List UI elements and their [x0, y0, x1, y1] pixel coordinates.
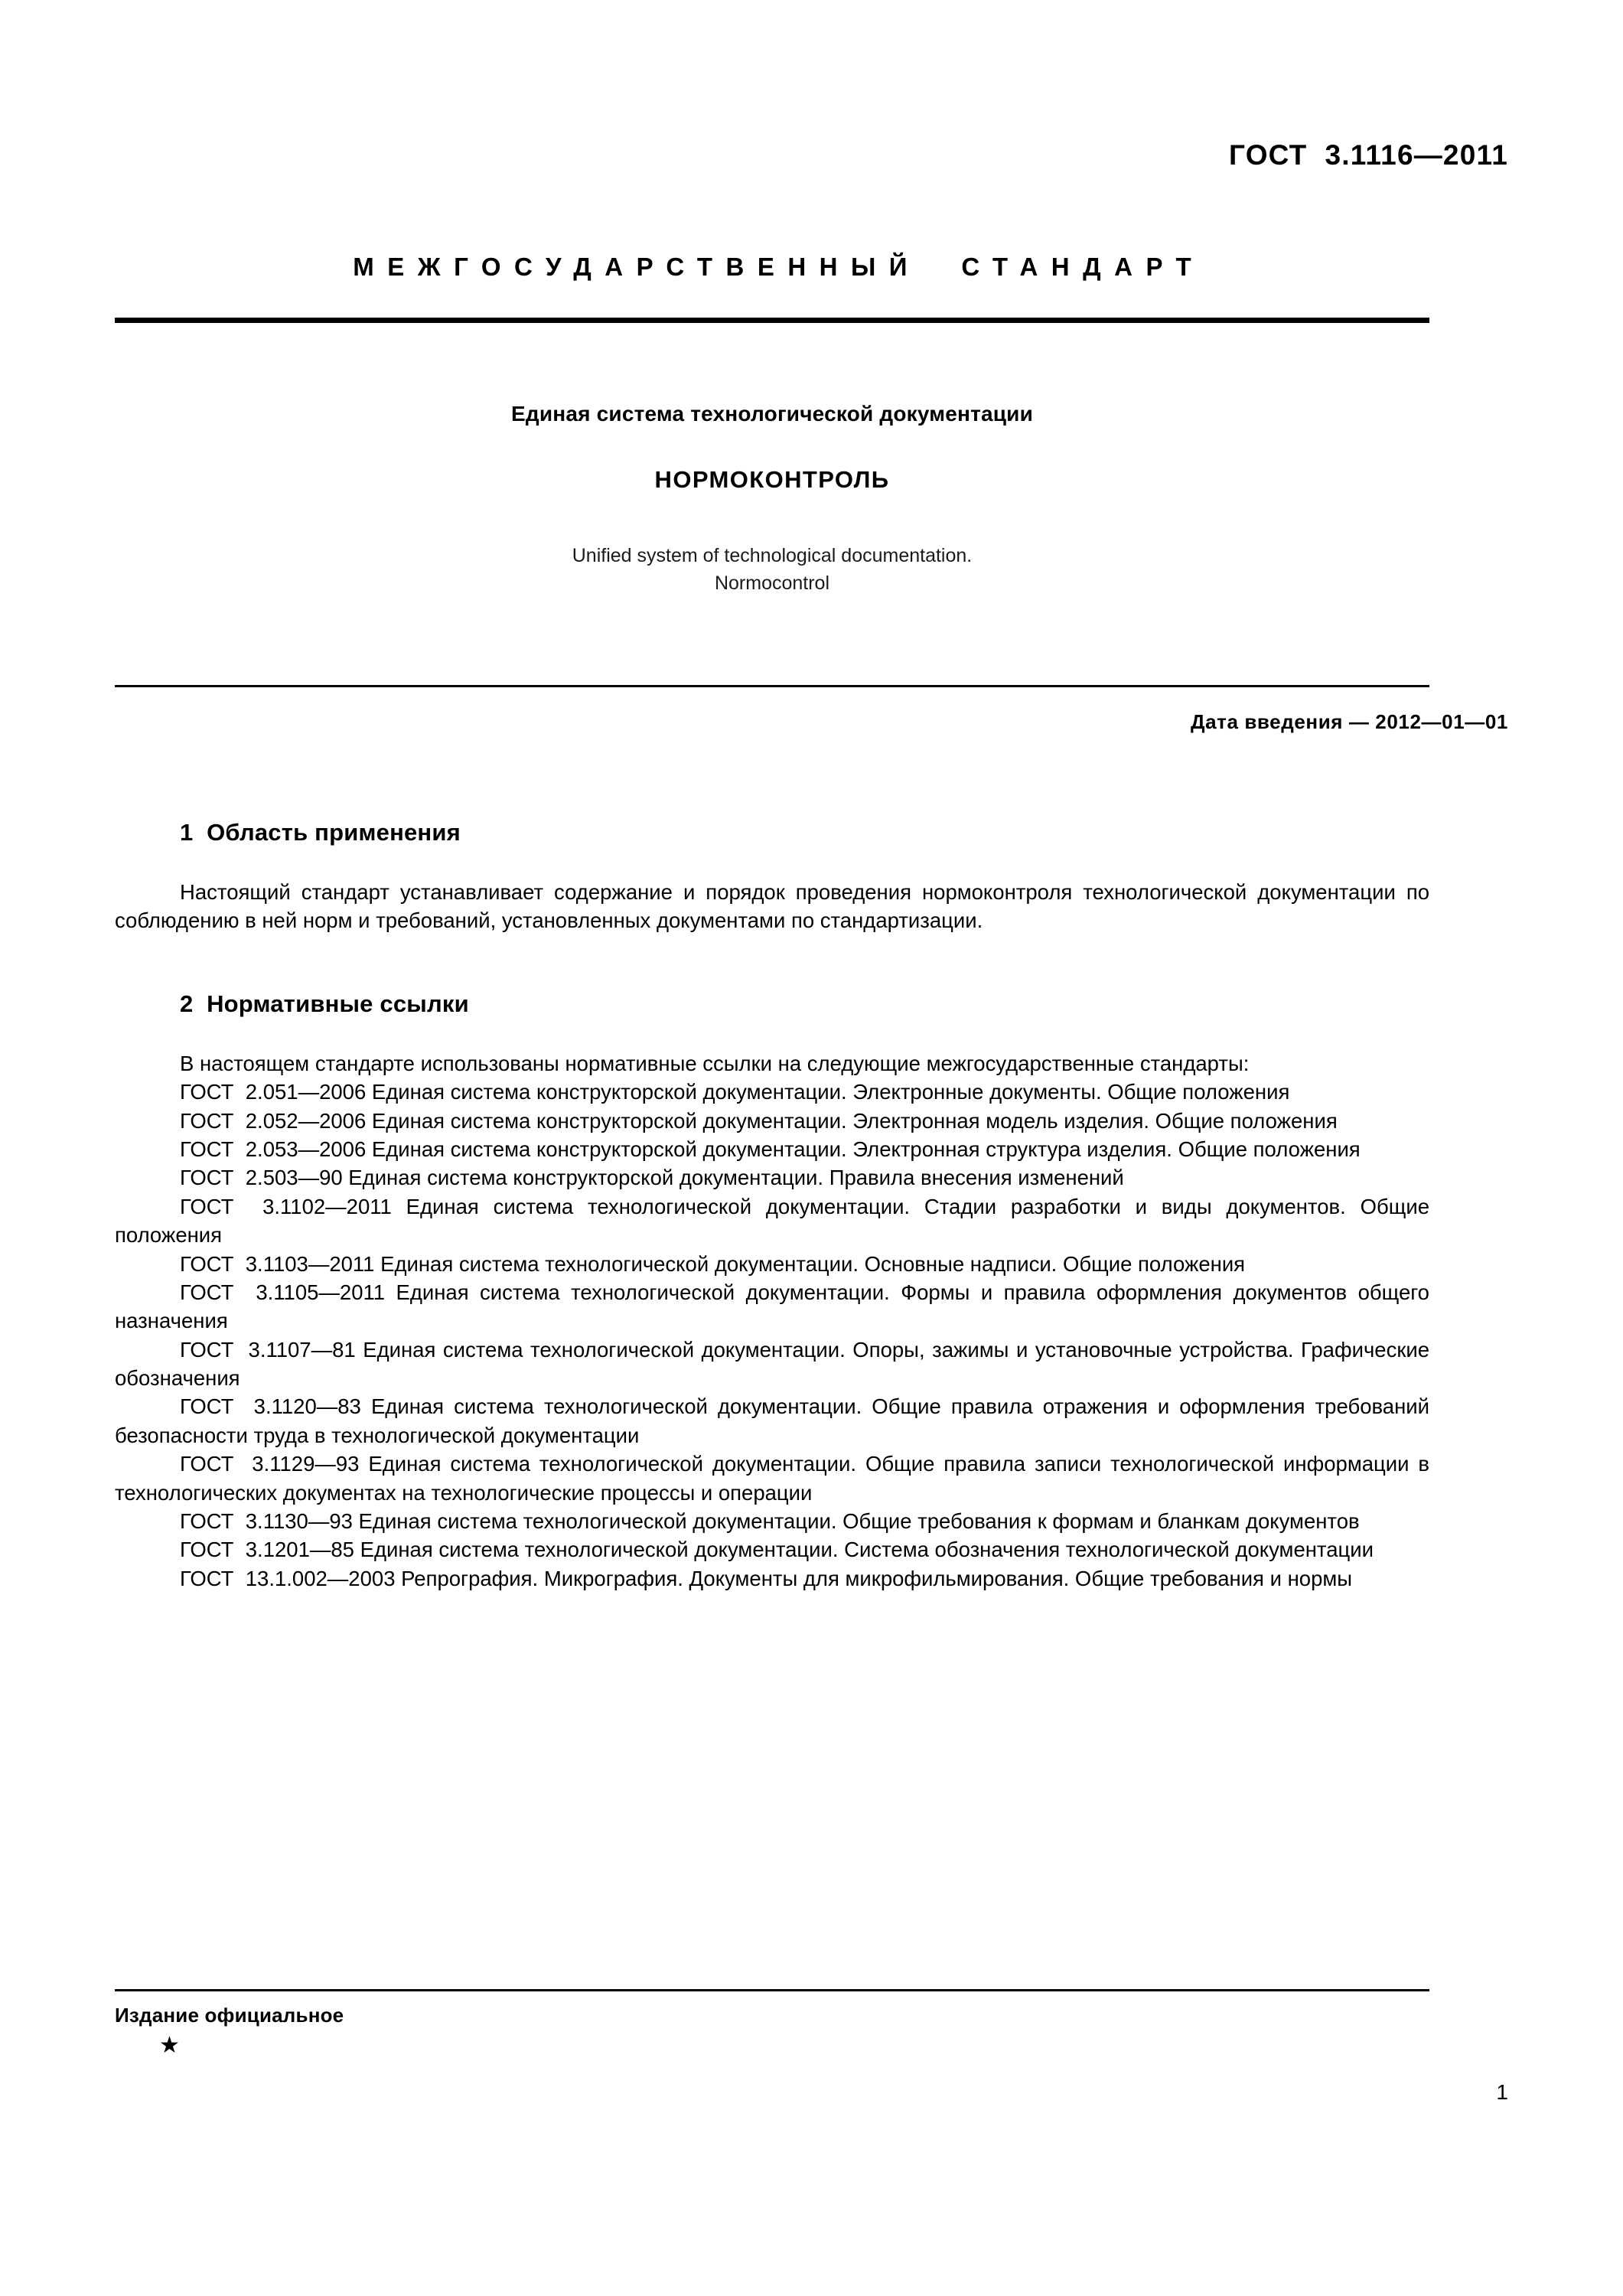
reference-item: [115, 1163, 1429, 1192]
english-title-line-1: Unified system of technological documentation.: [572, 545, 973, 566]
reference-title: Единая система конструкторской документации. Электронная модель изделия. Общие положения: [366, 1108, 1338, 1133]
section-heading-references: 2 Нормативные ссылки: [180, 990, 469, 1017]
reference-code: ГОСТ 2.053—2006: [180, 1137, 367, 1161]
reference-code: ГОСТ 3.1102—2011: [180, 1194, 392, 1218]
reference-item: [115, 1336, 1429, 1393]
reference-title: Единая система технологической документации. Общие требования к формам и бланкам документов: [352, 1509, 1360, 1534]
reference-code: ГОСТ 2.052—2006: [180, 1108, 367, 1133]
introduction-date: Дата введения — 2012—01—01: [1190, 710, 1508, 733]
reference-item: [115, 1192, 1429, 1250]
official-edition-note: Издание официальное: [115, 2004, 344, 2027]
reference-item: [115, 1535, 1429, 1564]
title-block: [115, 402, 1429, 597]
english-title: [115, 543, 1429, 597]
reference-title: Единая система технологической документации. Формы и правила оформления документов общего назначения: [115, 1280, 1429, 1333]
section-heading-scope: 1 Область применения: [180, 819, 461, 846]
reference-title: Единая система технологической документации. Общие правила записи технологической информации в технологических документах на технологические процессы и операции: [115, 1452, 1430, 1505]
reference-title: Единая система конструкторской документации. Электронная структура изделия. Общие положения: [366, 1137, 1361, 1161]
reference-item: [115, 1078, 1429, 1106]
standard-band-title: МЕЖГОСУДАРСТВЕННЫЙ СТАНДАРТ: [353, 253, 1205, 281]
english-title-line-2: Normocontrol: [714, 572, 830, 594]
date-rule: [115, 685, 1429, 687]
header-rule: [115, 318, 1429, 323]
system-title: Единая система технологической документации: [510, 402, 1034, 426]
reference-title: Единая система конструкторской документации. Правила внесения изменений: [342, 1166, 1124, 1190]
footer-rule: [115, 1989, 1429, 1991]
reference-item: [115, 1135, 1429, 1163]
reference-item: [115, 1564, 1429, 1593]
reference-title: Единая система конструкторской документации. Электронные документы. Общие положения: [366, 1080, 1290, 1104]
reference-item: [115, 1250, 1429, 1278]
reference-code: ГОСТ 3.1120—83: [180, 1394, 361, 1419]
document-number: ГОСТ 3.1116—2011: [1229, 139, 1508, 171]
reference-code: ГОСТ 3.1201—85: [180, 1538, 354, 1562]
reference-title: Единая система технологической документации. Система обозначения технологической документации: [354, 1538, 1374, 1562]
reference-item: [115, 1278, 1429, 1336]
reference-code: ГОСТ 3.1107—81: [180, 1337, 356, 1362]
reference-title: Единая система технологической документации. Общие правила отражения и оформления требований безопасности труда в технологической документации: [115, 1394, 1429, 1447]
document-body: [115, 819, 1429, 1593]
reference-item: [115, 1507, 1429, 1535]
reference-title: Единая система технологической документации. Основные надписи. Общие положения: [374, 1251, 1246, 1276]
reference-item: [115, 1450, 1429, 1507]
reference-code: ГОСТ 3.1105—2011: [180, 1280, 386, 1304]
reference-list: [115, 1078, 1429, 1593]
reference-code: ГОСТ 2.503—90: [180, 1166, 343, 1190]
standard-title: НОРМОКОНТРОЛЬ: [654, 466, 890, 493]
section-references-lead: В настоящем стандарте использованы нормативные ссылки на следующие межгосударственные стандарты:: [180, 1051, 1250, 1075]
reference-item: [115, 1107, 1429, 1135]
reference-code: ГОСТ 13.1.002—2003: [180, 1566, 396, 1590]
section-scope-paragraph: Настоящий стандарт устанавливает содержание и порядок проведения нормоконтроля технологической документации по соблюдению в ней норм и требований, установленных документами по стандартизации.: [115, 880, 1429, 933]
reference-title: Единая система технологической документации. Опоры, зажимы и установочные устройства. Графические обозначения: [115, 1337, 1430, 1391]
page-number: 1: [1496, 2080, 1508, 2104]
reference-code: ГОСТ 3.1130—93: [180, 1509, 353, 1534]
reference-code: ГОСТ 2.051—2006: [180, 1080, 367, 1104]
reference-item: [115, 1392, 1429, 1450]
reference-code: ГОСТ 3.1103—2011: [180, 1251, 375, 1276]
reference-title: Единая система технологической документации. Стадии разработки и виды документов. Общие положения: [115, 1194, 1429, 1247]
star-icon: ★: [159, 2033, 180, 2058]
reference-title: Репрография. Микрография. Документы для микрофильмирования. Общие требования и нормы: [395, 1566, 1353, 1590]
reference-code: ГОСТ 3.1129—93: [180, 1452, 360, 1476]
